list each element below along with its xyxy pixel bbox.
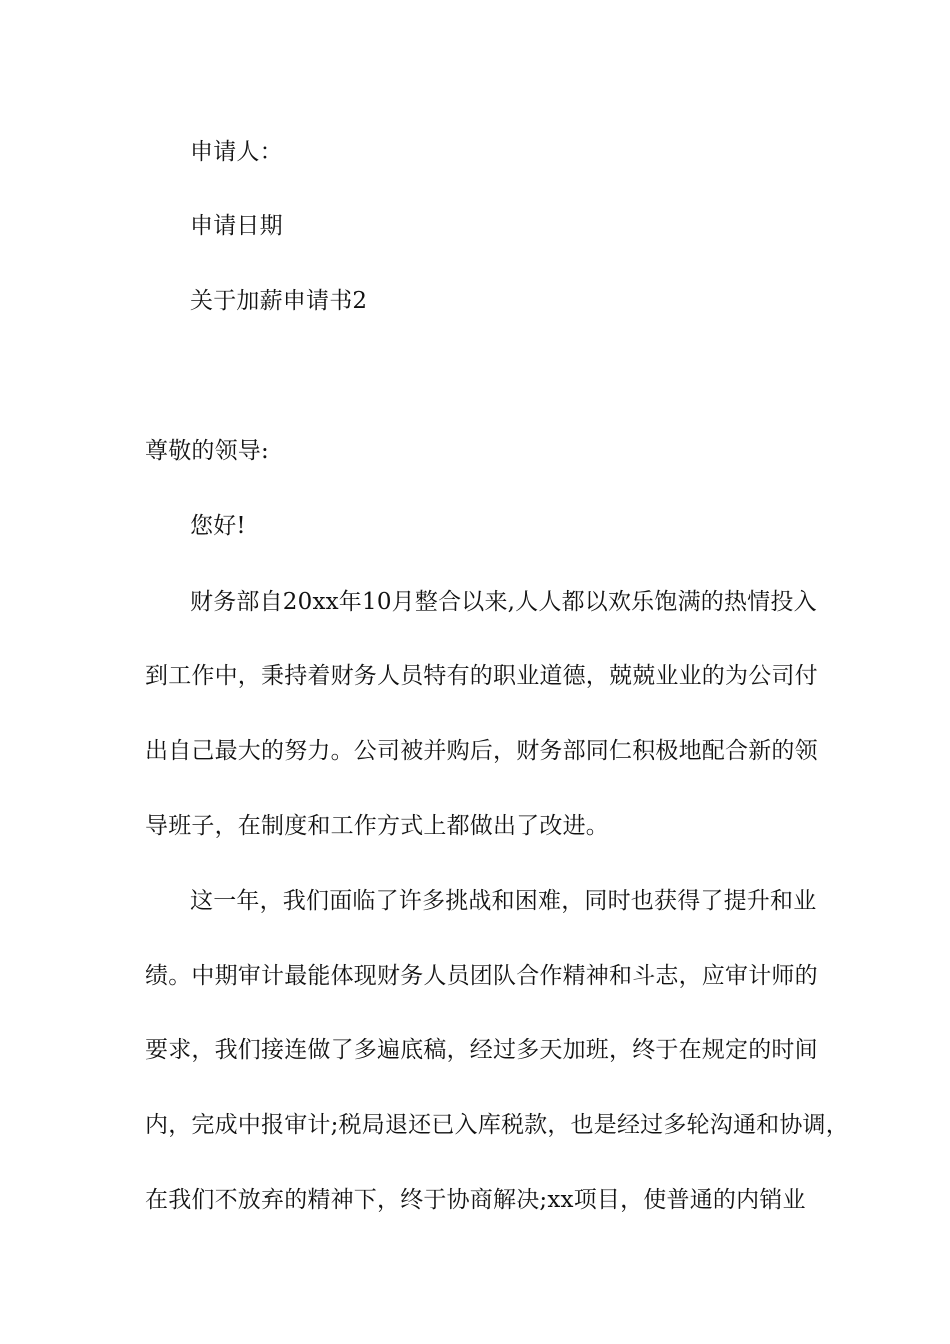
paragraph-2-line-3: 要求，我们接连做了多遍底稿，经过多天加班，终于在规定的时间 — [145, 1037, 818, 1063]
paragraph-1-line-2: 到工作中，秉持着财务人员特有的职业道德，兢兢业业的为公司付 — [145, 663, 818, 689]
paragraph-1-line-1: 财务部自20xx年10月整合以来,人人都以欢乐饱满的热情投入 — [190, 589, 817, 615]
document-title: 关于加薪申请书2 — [190, 288, 368, 314]
paragraph-1-line-4: 导班子，在制度和工作方式上都做出了改进。 — [145, 813, 609, 839]
application-date-line: 申请日期 — [190, 213, 283, 239]
paragraph-2-line-1: 这一年，我们面临了许多挑战和困难，同时也获得了提升和业 — [190, 888, 817, 914]
salutation: 尊敬的领导: — [145, 438, 269, 464]
applicant-line: 申请人： — [190, 139, 283, 165]
paragraph-2-line-4: 内，完成中报审计;税局退还已入库税款，也是经过多轮沟通和协调， — [145, 1112, 849, 1138]
paragraph-1-line-3: 出自己最大的努力。公司被并购后，财务部同仁积极地配合新的领 — [145, 738, 818, 764]
paragraph-2-line-2: 绩。中期审计最能体现财务人员团队合作精神和斗志，应审计师的 — [145, 963, 818, 989]
paragraph-2-line-5: 在我们不放弃的精神下，终于协商解决;xx项目，使普通的内销业 — [145, 1187, 806, 1213]
greeting: 您好! — [190, 513, 246, 539]
